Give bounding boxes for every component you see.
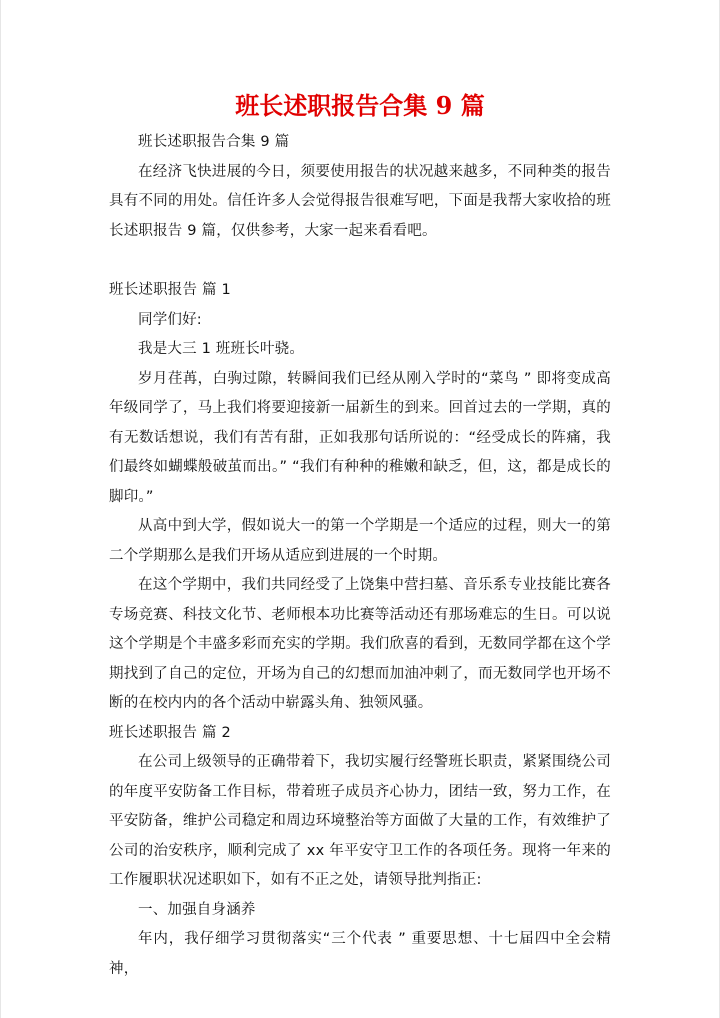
sub-heading: 一、加强自身涵养 <box>138 901 256 918</box>
paragraph: 从高中到大学，假如说大一的第一个学期是一个适应的过程，则大一的第二个学期那么是我们开场从适应到进展的一个时期。 <box>109 518 611 564</box>
document-subtitle: 班长述职报告合集 9 篇 <box>138 134 290 150</box>
paragraph: 在公司上级领导的正确带着下，我切实履行经警班长职责，紧紧围绕公司的年度平安防备工作目标，带着班子成员齐心协力，团结一致，努力工作，在平安防备，维护公司稳定和周边环境整治等方面做了大量的工作，有效维护了公司的治安秩序，顺利完成了 xx 年平安守卫工作的各项任务。现将一年来的工作履职状况述职如下，如有不正之处，请领导批判指正: <box>109 754 611 888</box>
section-heading-2: 班长述职报告 篇 2 <box>109 724 231 741</box>
paragraph: 年内，我仔细学习贯彻落实“三个代表 ” 重要思想、十七届四中全会精神， <box>109 931 611 977</box>
section-heading-1: 班长述职报告 篇 1 <box>109 282 231 298</box>
intro-paragraph: 在经济飞快进展的今日，须要使用报告的状况越来越多，不同种类的报告具有不同的用处。信任许多人会觉得报告很难写吧，下面是我帮大家收拾的班长述职报告 9 篇，仅供参考，大家一起来看看吧。 <box>109 163 611 239</box>
document-title: 班长述职报告合集 9 篇 <box>235 91 485 120</box>
spacer <box>109 246 611 276</box>
paragraph: 岁月荏苒，白驹过隙，转瞬间我们已经从刚入学时的“菜鸟 ” 即将变成高年级同学了，马上我们将要迎接新一届新生的到来。回首过去的一学期，真的有无数话想说，我们有苦有甜，正如我那句话所说的：“经受成长的阵痛，我们最终如蝴蝶般破茧而出。” “我们有种种的稚嫩和缺乏，但，这，都是成长的脚印。” <box>109 370 611 505</box>
paragraph: 同学们好: <box>138 311 202 328</box>
paragraph: 我是大三 1 班班长叶骁。 <box>138 341 305 357</box>
paragraph: 在这个学期中，我们共同经受了上饶集中营扫墓、音乐系专业技能比赛各专场竞赛、科技文化节、老师根本功比赛等活动还有那场难忘的生日。可以说这个学期是个丰盛多彩而充实的学期。我们欣喜的看到，无数同学都在这个学期找到了自己的定位，开场为自己的幻想而加油冲刺了，而无数同学也开场不断的在校内内的各个活动中崭露头角、独领风骚。 <box>109 577 611 711</box>
